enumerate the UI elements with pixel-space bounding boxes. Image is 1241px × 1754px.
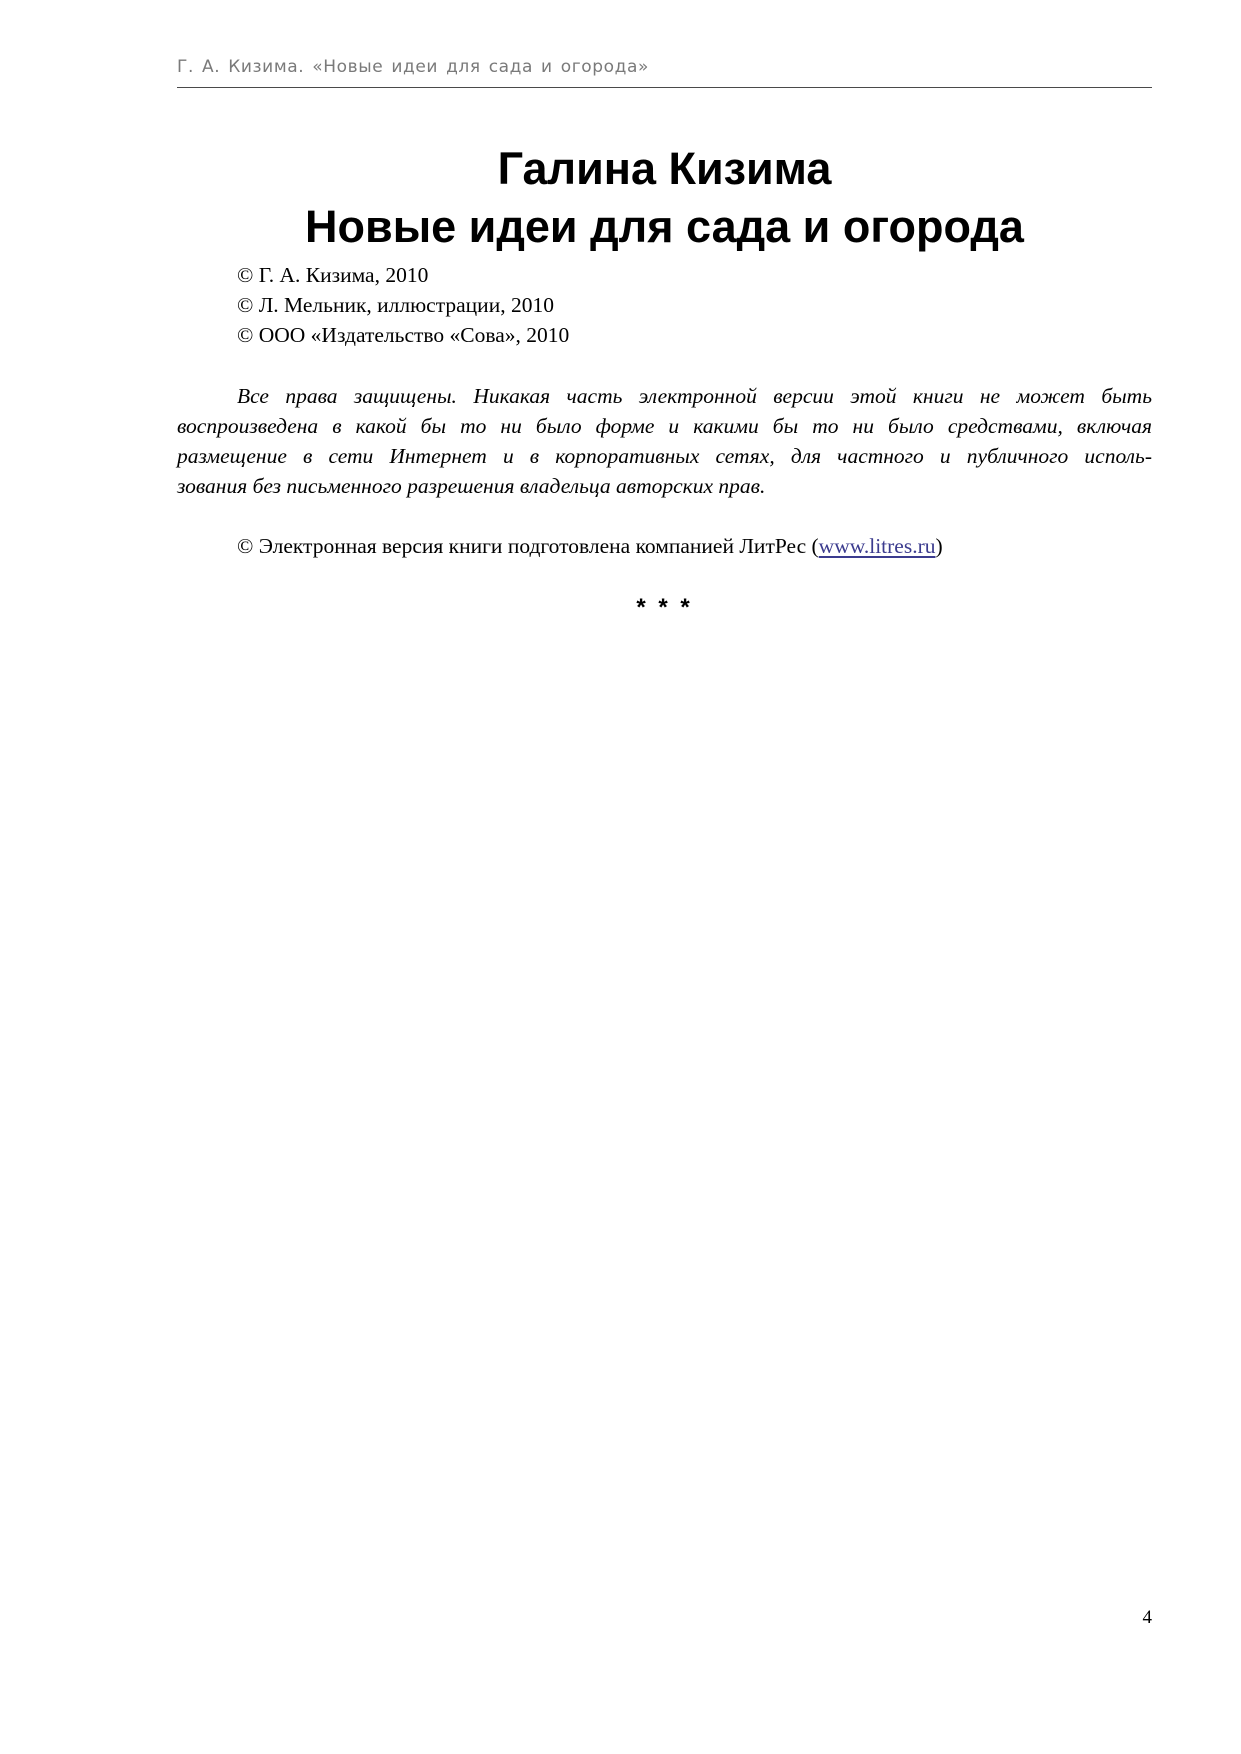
rights-notice-line: размещение в сети Интернет и в корпоративных сетях, для частного и публичного исполь- (177, 444, 1152, 468)
litres-credit-prefix: © Электронная версия книги подготовлена компанией ЛитРес ( (237, 534, 819, 558)
copyright-list (237, 260, 569, 350)
rights-notice (177, 381, 1152, 501)
rights-notice-line: зования без письменного разрешения владельца авторских прав. (177, 474, 766, 498)
running-header: Г. А. Кизима. «Новые идеи для сада и огорода» (177, 57, 650, 77)
copyright-line: © ООО «Издательство «Сова», 2010 (237, 323, 570, 347)
copyright-line: © Л. Мельник, иллюстрации, 2010 (237, 293, 554, 317)
section-separator: * * * (636, 594, 693, 621)
litres-credit (237, 531, 943, 561)
title-block (177, 140, 1152, 256)
rights-notice-line: Все права защищены. Никакая часть электронной версии этой книги не может быть (237, 384, 1152, 408)
litres-link[interactable]: www.litres.ru (818, 534, 936, 558)
rights-notice-line: воспроизведена в какой бы то ни было форме и какими бы то ни было средствами, включая (177, 414, 1152, 438)
author-name: Галина Кизима (497, 143, 832, 194)
page-number: 4 (1142, 1607, 1152, 1628)
book-title: Новые идеи для сада и огорода (305, 201, 1024, 252)
copyright-line: © Г. А. Кизима, 2010 (237, 263, 429, 287)
header-rule (177, 87, 1152, 88)
litres-credit-suffix: ) (935, 534, 943, 558)
